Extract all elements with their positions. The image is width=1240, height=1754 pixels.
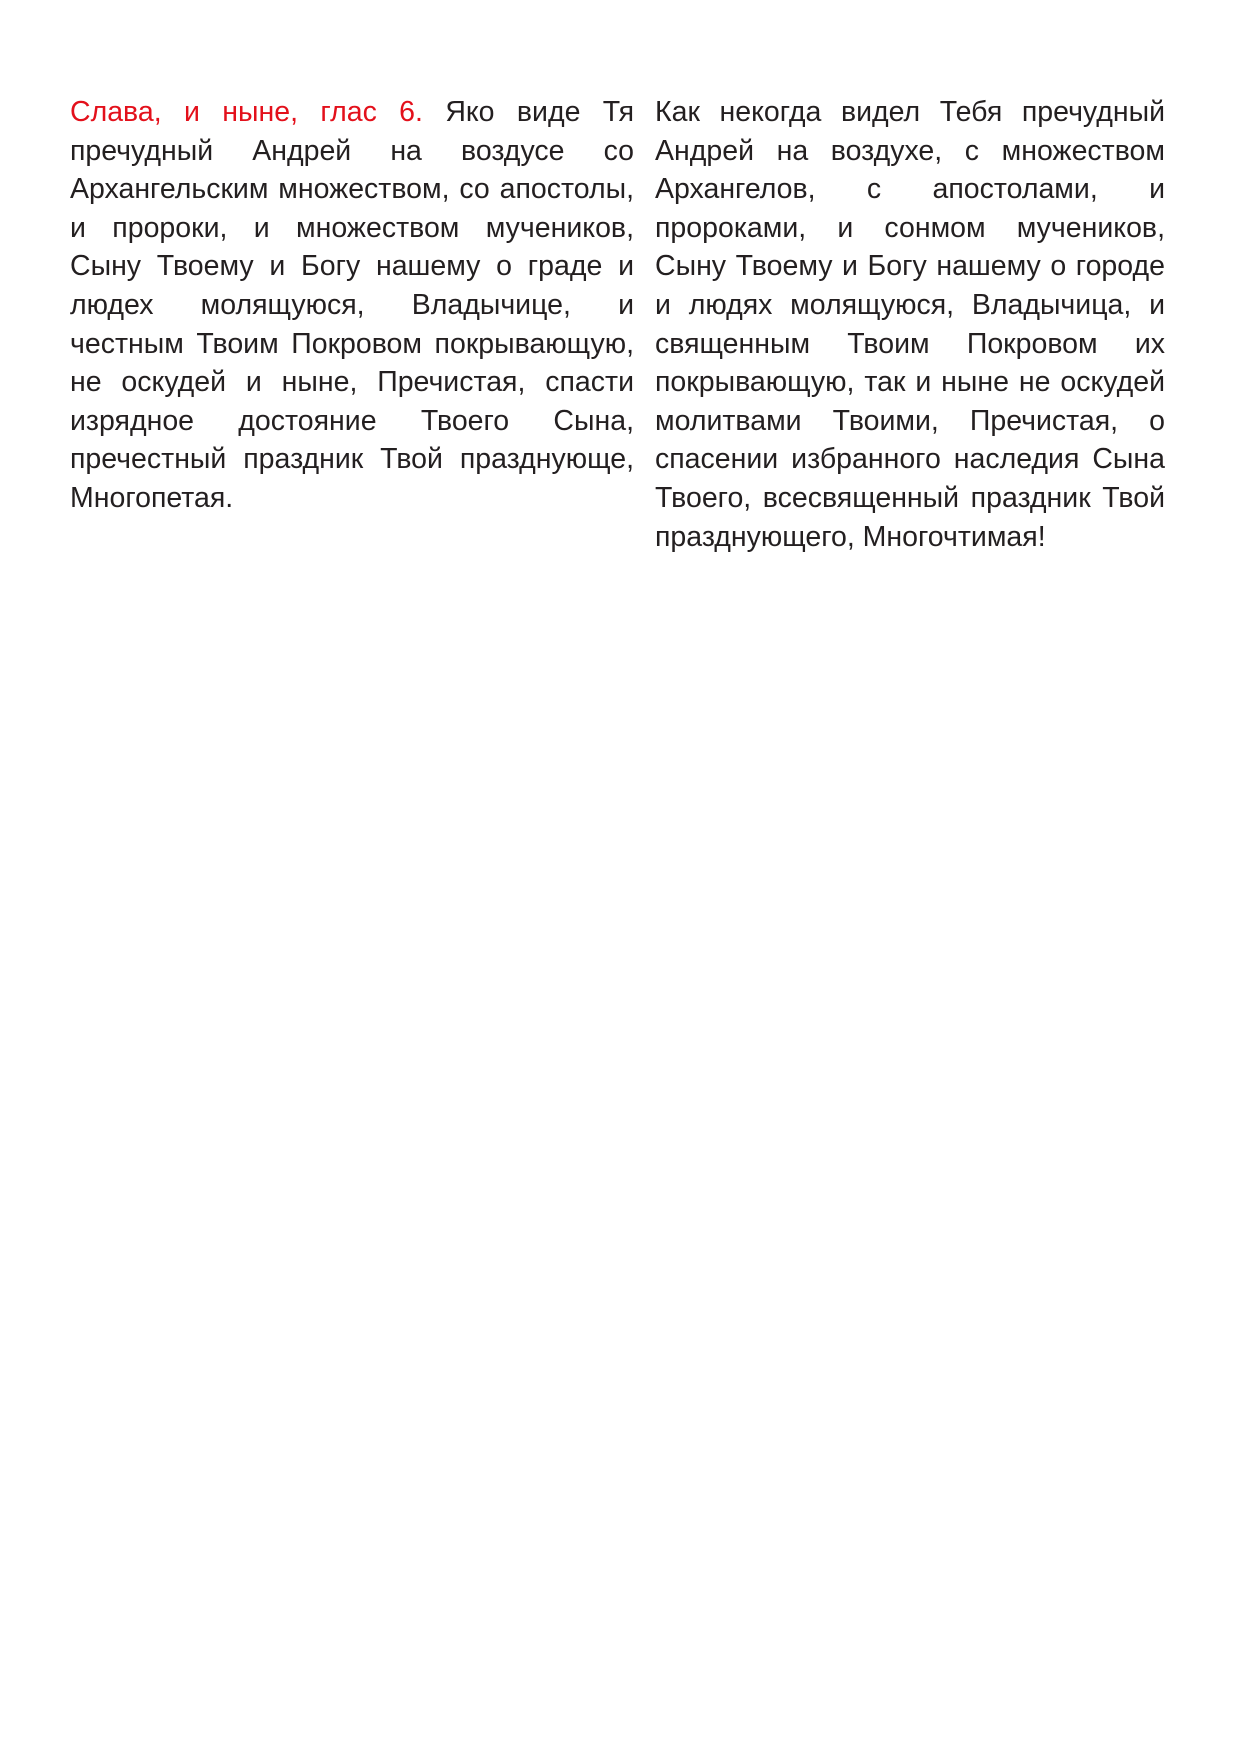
church-slavonic-column	[70, 93, 634, 518]
rubric-heading: Слава, и ныне, глас 6.	[70, 96, 423, 128]
russian-translation-column	[655, 93, 1165, 556]
church-slavonic-text: Яко виде Тя пречудный Андрей на воздусе со Архангельским множеством, со апостолы, и пророки, и множеством мучеников, Сыну Твоему и Богу нашему о граде и людех молящуюся, Владычице, и честным Твоим Покровом покрывающую, не оскудей и ныне, Пречистая, спасти изрядное достояние Твоего Сына, пречестный праздник Твой празднующе, Многопетая.	[70, 96, 635, 514]
russian-translation-text: Как некогда видел Тебя пречудный Андрей на воздухе, с множеством Архангелов, с апостолами, и пророками, и сонмом мучеников, Сыну Твоему и Богу нашему о городе и людях молящуюся, Владычица, и священным Твоим Покровом их покрывающую, так и ныне не оскудей молитвами Твоими, Пречистая, о спасении избранного наследия Сына Твоего, всесвященный праздник Твой празднующего, Многочтимая!	[655, 96, 1165, 553]
